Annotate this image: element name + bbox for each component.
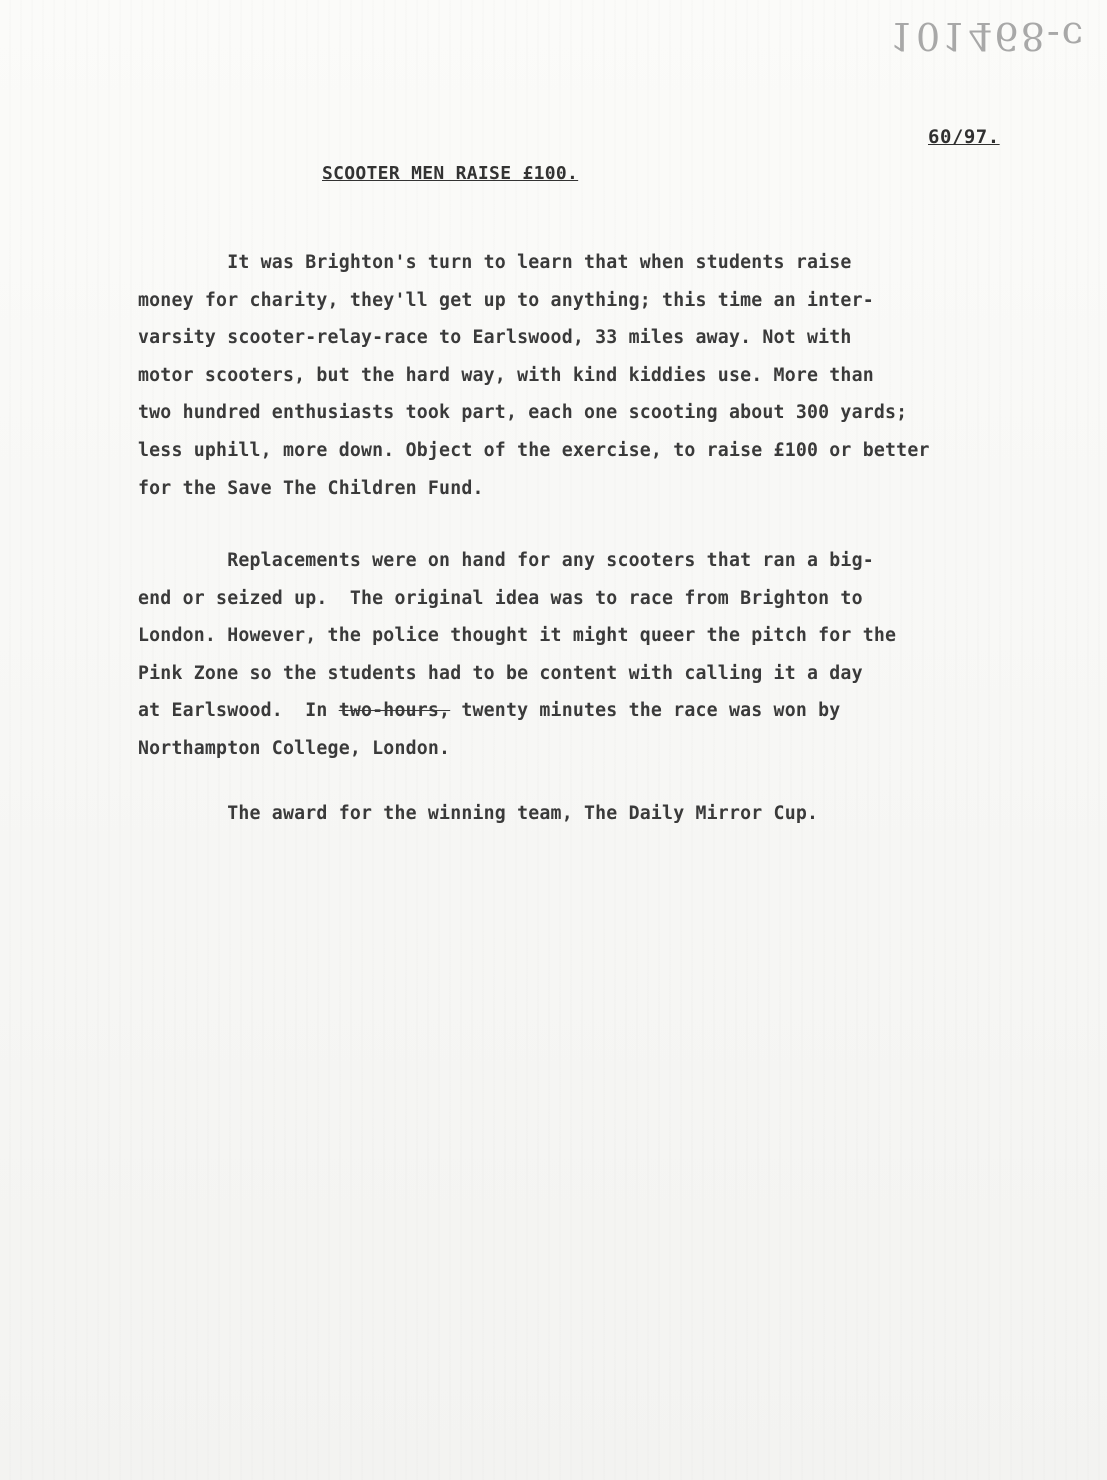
paragraph-3	[138, 795, 1028, 833]
text-line: money for charity, they'll get up to anything; this time an inter-	[138, 289, 874, 311]
text-line: varsity scooter-relay-race to Earlswood, 33 miles away. Not with	[138, 327, 852, 349]
text-line: Pink Zone so the students had to be content with calling it a day	[138, 662, 863, 684]
text-line: London. However, the police thought it might queer the pitch for the	[138, 625, 897, 647]
text-line: end or seized up. The original idea was to race from Brighton to	[138, 587, 863, 609]
text-line-with-correction	[138, 692, 1028, 730]
text-line: motor scooters, but the hard way, with kind kiddies use. More than	[138, 364, 874, 386]
text-line: Replacements were on hand for any scooters that ran a big-	[138, 550, 874, 571]
paragraph-1	[138, 244, 1028, 507]
text-line: two hundred enthusiasts took part, each one scooting about 300 yards;	[138, 402, 908, 424]
handwritten-reference-number: 101468-c	[889, 14, 1085, 58]
text-line: Northampton College, London.	[138, 737, 451, 759]
text-line: It was Brighton's turn to learn that when students raise	[138, 252, 852, 273]
text-segment: at Earlswood. In	[138, 700, 339, 722]
text-segment: twenty minutes the race was won by	[450, 700, 841, 722]
text-line: The award for the winning team, The Daily Mirror Cup.	[138, 803, 819, 824]
struck-through-text: two-hours,	[338, 700, 451, 722]
paragraph-2	[138, 542, 1028, 768]
text-line: for the Save The Children Fund.	[138, 477, 484, 499]
document-title: SCOOTER MEN RAISE £100.	[322, 163, 579, 184]
document-number: 60/97.	[928, 126, 1000, 148]
text-line: less uphill, more down. Object of the exercise, to raise £100 or better	[138, 439, 930, 461]
